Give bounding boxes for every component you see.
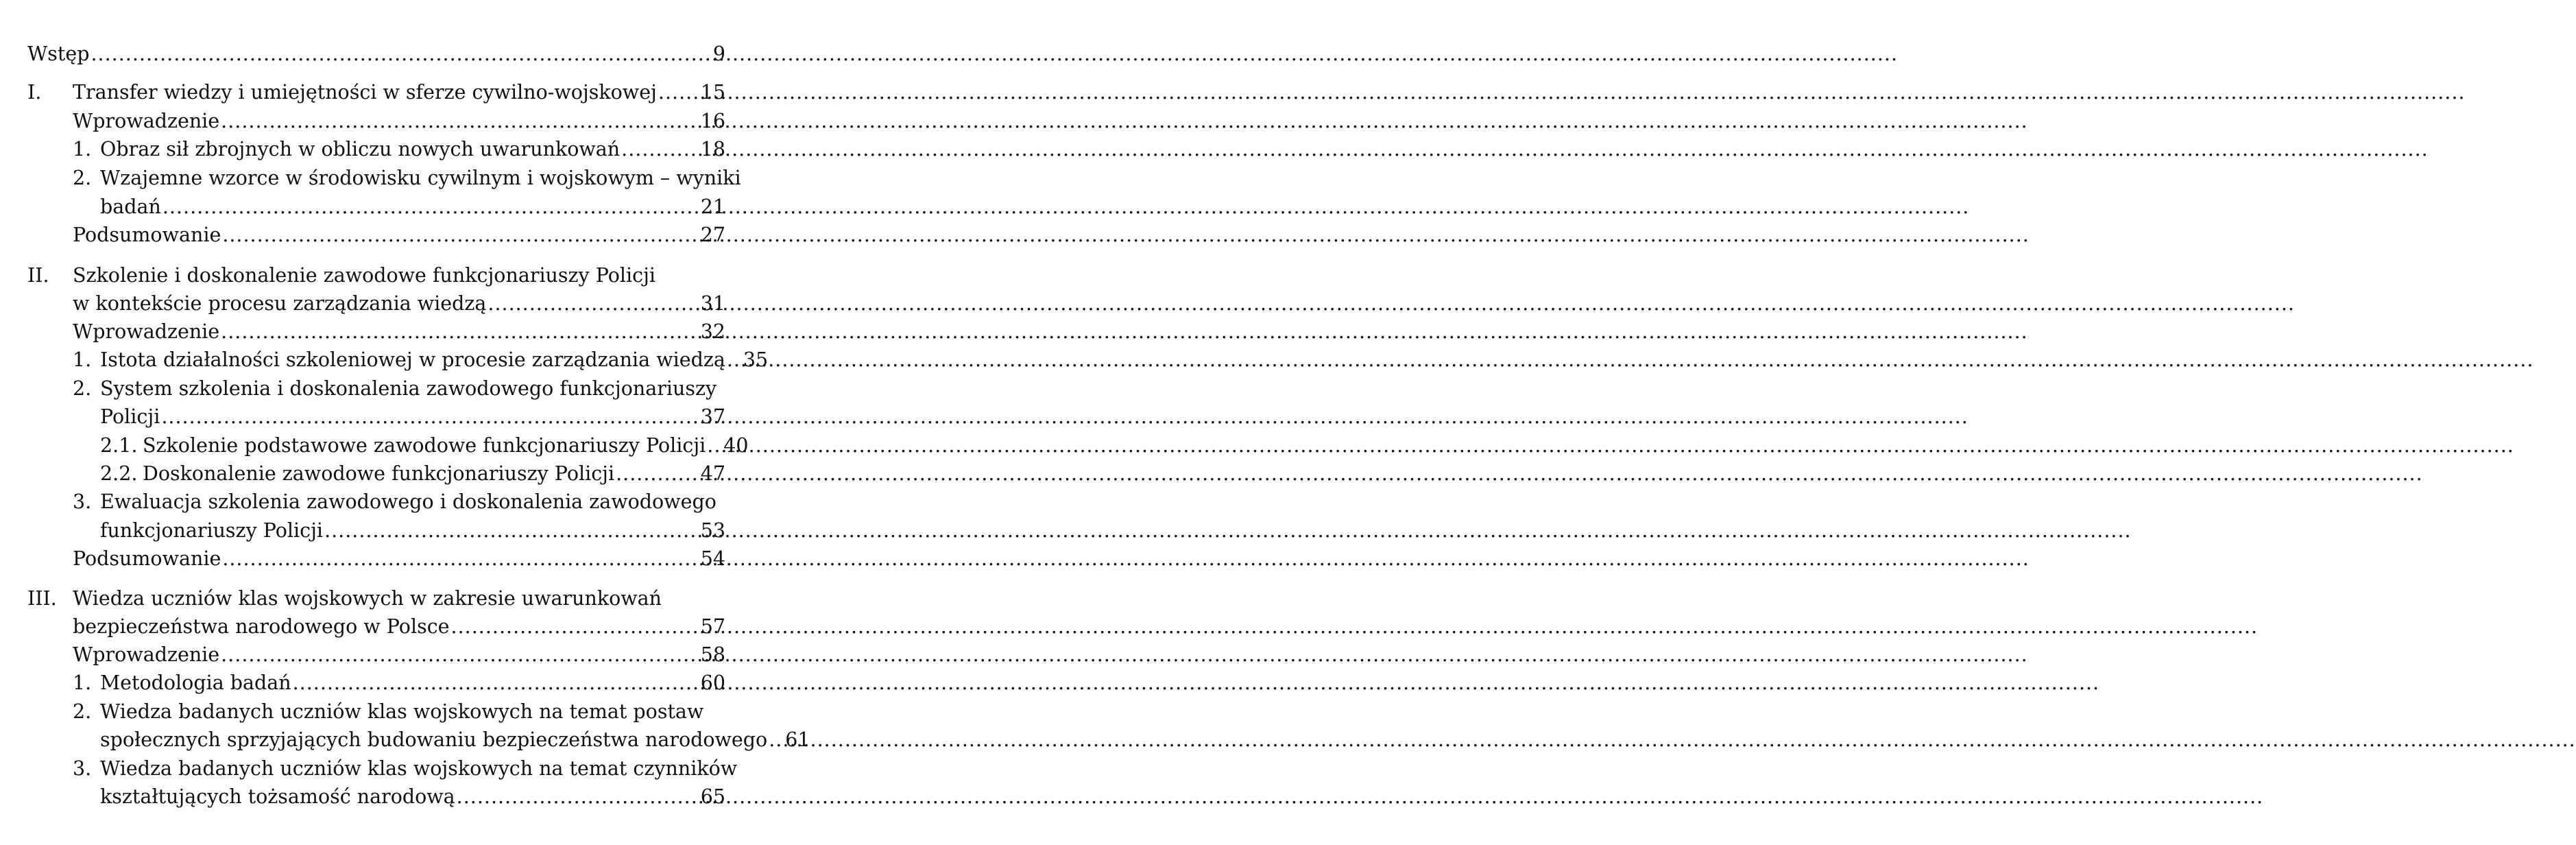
- toc-entry-line1: [100, 754, 737, 783]
- toc-page-number: 61: [785, 728, 810, 751]
- leader-dots: [162, 193, 698, 222]
- toc-page-number: 53: [700, 519, 725, 542]
- toc-page-number: 15: [700, 81, 725, 104]
- toc-entry-title-cont: badań: [100, 195, 161, 218]
- toc-page-number: 31: [700, 292, 725, 315]
- toc-page-number: 47: [700, 462, 725, 485]
- toc-entry-title: Transfer wiedzy i umiejętności w sferze cywilno-wojskowej: [73, 81, 657, 104]
- toc-entry-line2: [100, 403, 725, 431]
- leader-dots: [457, 783, 698, 811]
- toc-entry: [73, 221, 725, 250]
- leader-dots: [161, 403, 697, 431]
- leader-dots: [91, 40, 710, 69]
- section-number: 3.: [73, 757, 92, 780]
- chapter-number: II.: [27, 264, 49, 287]
- leader-dots: [293, 669, 698, 698]
- toc-entry-title: System szkolenia i doskonalenia zawodowego funkcjonariuszy: [100, 377, 717, 400]
- toc-entry: [73, 318, 725, 346]
- toc-entry: [100, 135, 725, 164]
- leader-dots: [324, 516, 698, 545]
- toc-entry-title: Podsumowanie: [73, 547, 221, 570]
- toc-page-number: 57: [700, 615, 725, 638]
- chapter-number: I.: [27, 81, 42, 104]
- toc-page-number: 9: [712, 43, 725, 65]
- section-number: 2.: [73, 700, 92, 723]
- toc-entry-title: Szkolenie i doskonalenie zawodowe funkcjonariuszy Policji: [73, 264, 656, 287]
- leader-dots: [769, 726, 782, 754]
- toc-page-number: 58: [700, 643, 725, 666]
- leader-dots: [621, 135, 698, 164]
- toc-page-number: 21: [700, 195, 725, 218]
- toc-entry-title-cont: funkcjonariuszy Policji: [100, 519, 324, 542]
- toc-chapter-title-line1: [73, 261, 655, 290]
- toc-entry: [100, 669, 725, 698]
- toc-entry-title-cont: społecznych sprzyjających budowaniu bezpieczeństwa narodowego: [100, 728, 768, 751]
- table-of-contents: [0, 0, 810, 845]
- section-number: 2.: [73, 377, 92, 400]
- leader-dots: [222, 221, 697, 250]
- toc-page-number: 65: [700, 785, 725, 808]
- toc-entry-title: Wstęp: [27, 43, 90, 65]
- section-number: 1.: [73, 138, 92, 160]
- toc-page-number: 54: [700, 547, 725, 570]
- toc-entry-title: Istota działalności szkoleniowej w procesie zarządzania wiedzą: [100, 348, 725, 371]
- toc-entry-line2: [100, 726, 810, 754]
- toc-page-number: 32: [700, 320, 725, 343]
- toc-page-number: 27: [700, 224, 725, 246]
- toc-entry: [73, 641, 725, 669]
- toc-entry-title: Obraz sił zbrojnych w obliczu nowych uwarunkowań: [100, 138, 621, 160]
- toc-page-number: 35: [743, 348, 769, 371]
- toc-entry: [73, 107, 725, 136]
- section-number: 1.: [73, 348, 92, 371]
- subsection-number: 2.1.: [100, 434, 138, 457]
- toc-entry-title: Wprowadzenie: [73, 320, 220, 343]
- toc-entry-line2: [100, 783, 725, 811]
- toc-entry-title-cont: bezpieczeństwa narodowego w Polsce: [73, 615, 450, 638]
- section-number: 2.: [73, 167, 92, 189]
- subsection-number: 2.2.: [100, 462, 138, 485]
- toc-entry-title: Wiedza badanych uczniów klas wojskowych na temat czynników: [100, 757, 738, 780]
- toc-entry-title: Metodologia badań: [100, 671, 291, 694]
- toc-entry-title-cont: kształtujących tożsamość narodową: [100, 785, 455, 808]
- toc-entry-intro: [27, 40, 725, 69]
- toc-entry-line1: [100, 698, 703, 726]
- toc-entry: [73, 545, 725, 573]
- toc-entry-title-cont: w kontekście procesu zarządzania wiedzą: [73, 292, 487, 315]
- leader-dots: [487, 289, 697, 318]
- toc-entry-title: Wiedza uczniów klas wojskowych w zakresie uwarunkowań: [73, 587, 662, 610]
- toc-page-number: 18: [700, 138, 725, 160]
- toc-entry-title-cont: Policji: [100, 405, 160, 428]
- toc-chapter-title-line1: [73, 584, 662, 613]
- toc-page-number: 16: [700, 110, 725, 132]
- toc-entry-title: Ewaluacja szkolenia zawodowego i doskonalenia zawodowego: [100, 490, 717, 513]
- toc-chapter-title-line2: [73, 289, 725, 318]
- toc-entry-line1: [100, 488, 717, 516]
- section-number: 1.: [73, 671, 92, 694]
- leader-dots: [451, 612, 698, 641]
- section-number: 3.: [73, 490, 92, 513]
- toc-entry-title: Wprowadzenie: [73, 110, 220, 132]
- toc-entry-title: Doskonalenie zawodowe funkcjonariuszy Policji: [143, 462, 615, 485]
- leader-dots: [222, 545, 697, 573]
- leader-dots: [707, 431, 721, 460]
- toc-entry-title: Wzajemne wzorce w środowisku cywilnym i wojskowym – wyniki: [100, 167, 741, 189]
- toc-chapter-title: [73, 78, 725, 107]
- toc-entry-line1: [100, 374, 717, 403]
- toc-entry-title: Wprowadzenie: [73, 643, 220, 666]
- toc-entry-title: Wiedza badanych uczniów klas wojskowych na temat postaw: [100, 700, 704, 723]
- leader-dots: [658, 78, 698, 107]
- toc-entry-title: Podsumowanie: [73, 224, 221, 246]
- toc-entry: [143, 431, 749, 460]
- leader-dots: [221, 318, 698, 346]
- toc-entry: [143, 460, 725, 488]
- toc-entry-line2: [100, 193, 725, 222]
- toc-chapter-title-line2: [73, 612, 725, 641]
- leader-dots: [727, 346, 741, 374]
- toc-page-number: 40: [723, 434, 749, 457]
- leader-dots: [221, 107, 698, 136]
- leader-dots: [616, 460, 698, 488]
- toc-page-number: 37: [700, 405, 725, 428]
- toc-entry: [100, 346, 769, 374]
- toc-entry-line1: [100, 164, 741, 193]
- toc-entry-title: Szkolenie podstawowe zawodowe funkcjonariuszy Policji: [143, 434, 706, 457]
- toc-entry-line2: [100, 516, 725, 545]
- leader-dots: [221, 641, 698, 669]
- chapter-number: III.: [27, 587, 57, 610]
- toc-page-number: 60: [700, 671, 725, 694]
